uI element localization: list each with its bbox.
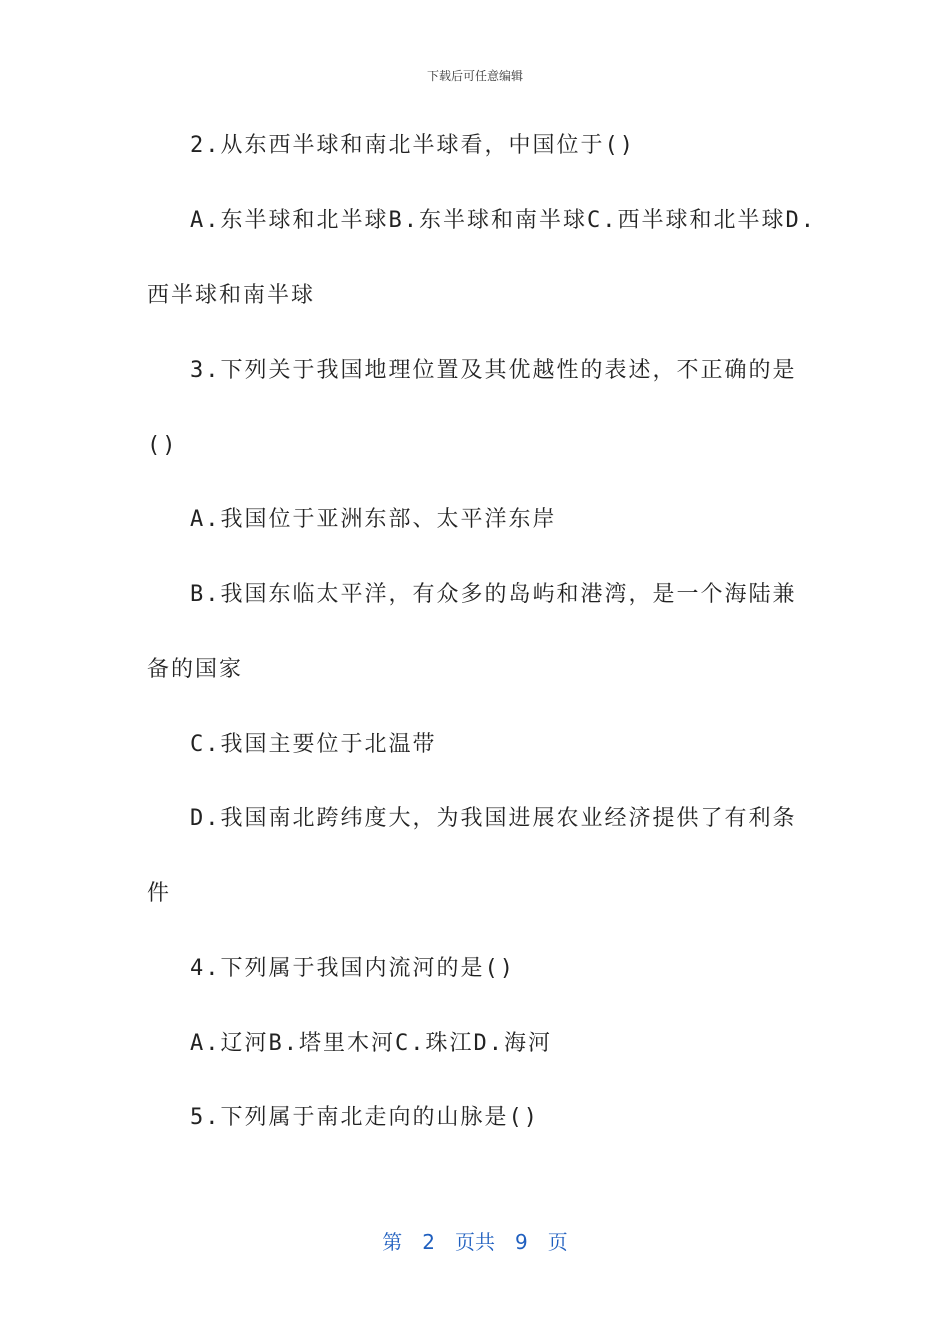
page-footer (0, 1226, 950, 1255)
question-3-option-c: C.我国主要位于北温带 (190, 732, 437, 757)
question-3-option-b: B.我国东临太平洋，有众多的岛屿和港湾，是一个海陆兼 (190, 582, 797, 607)
footer-mid: 页共 (455, 1230, 495, 1254)
question-3: 3.下列关于我国地理位置及其优越性的表述，不正确的是 (190, 358, 797, 383)
question-3-option-d: D.我国南北跨纬度大，为我国进展农业经济提供了有利条 (190, 806, 797, 831)
question-5: 5.下列属于南北走向的山脉是() (190, 1105, 539, 1130)
question-4-options: A.辽河B.塔里木河C.珠江D.海河 (190, 1031, 552, 1056)
footer-total-pages: 9 (515, 1230, 528, 1254)
question-2-options-cont: 西半球和南半球 (147, 283, 316, 308)
question-4: 4.下列属于我国内流河的是() (190, 956, 515, 981)
question-3-option-d-cont: 件 (147, 881, 172, 906)
question-2-options: A.东半球和北半球B.东半球和南半球C.西半球和北半球D. (190, 208, 816, 233)
footer-prefix: 第 (382, 1230, 403, 1254)
footer-suffix: 页 (547, 1230, 568, 1254)
question-3-option-a: A.我国位于亚洲东部、太平洋东岸 (190, 507, 557, 532)
footer-current-page: 2 (422, 1230, 435, 1254)
question-3-option-b-cont: 备的国家 (147, 657, 244, 682)
page-header-note: 下载后可任意编辑 (426, 69, 523, 83)
question-3-cont: () (147, 433, 178, 458)
question-2: 2.从东西半球和南北半球看，中国位于() (190, 133, 635, 158)
